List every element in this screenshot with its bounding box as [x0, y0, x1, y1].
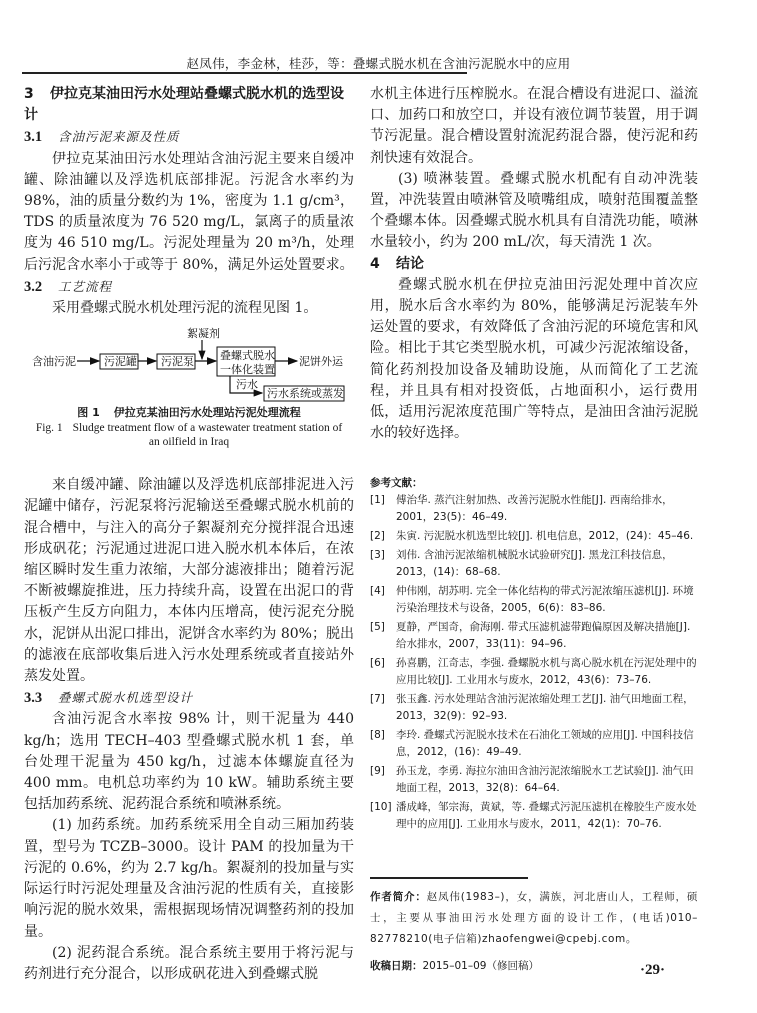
reference-item	[370, 547, 698, 581]
reference-item	[370, 763, 698, 797]
reference-text: 傅治华. 蒸汽注射加热、改善污泥脱水性能[J]. 西南给排水，2001，23(5)：46–49.	[396, 494, 673, 524]
references-list	[370, 492, 698, 833]
node-flocculant-label: 絮凝剂	[187, 327, 220, 341]
reference-item	[370, 492, 698, 526]
paragraph-process-description: 来自缓冲罐、除油罐以及浮选机底部排泥进入污泥罐中储存，污泥泵将污泥输送至叠螺式脱水机前的混合槽中，与注入的高分子絮凝剂充分搅拌混合迅速形成矾花；污泥通过进泥口进入脱水机本体后，在浓缩区瞬时发生重力浓缩，大部分滤液排出；随着污泥不断被螺旋推进，压力持续升高，设置在出泥口的背压板产生反方向阻力，本体内压增高，使污泥充分脱水，泥饼从出泥口排出，泥饼含水率约为 80%；脱出的滤液在底部收集后进入污水处理系统或者直接站外蒸发处置。	[24, 477, 354, 685]
paragraph-mixing-continued: 水机主体进行压榨脱水。在混合槽设有进泥口、溢流口、加药口和放空口，并设有液位调节装置，用于调节污泥量。混合槽设置射流泥药混合器，使污泥和药剂快速有效混合。	[370, 86, 698, 166]
figure-caption-en-text: Sludge treatment flow of a wastewater treatment station of an oilfield in Iraq	[72, 422, 343, 449]
reference-number: [7]	[370, 693, 385, 706]
header-rule-full	[22, 72, 467, 74]
received-date-value: 2015–01–09（修回稿）	[422, 960, 539, 973]
running-head: 赵凤伟，李金林，桂莎，等：叠螺式脱水机在含油污泥脱水中的应用	[186, 56, 571, 71]
reference-item	[370, 727, 698, 761]
reference-number: [9]	[370, 765, 385, 778]
footnote-rule	[370, 877, 528, 879]
reference-text: 孙喜鹏，江奇志，李强. 叠螺脱水机与离心脱水机在污泥处理中的应用比较[J]. 工业用水与废水，2012，43(6)：73–76.	[396, 657, 697, 687]
reference-item	[370, 655, 698, 689]
node-dewater-label-line1: 叠螺式脱水	[220, 349, 275, 363]
node-wastewater-dest-label: 污水系统或蒸发	[267, 387, 344, 401]
section-number: 4	[370, 255, 380, 272]
section-title: 工艺流程	[58, 278, 113, 294]
author-bio	[370, 887, 698, 950]
reference-item	[370, 691, 698, 725]
node-input-label: 含油污泥	[32, 355, 76, 369]
reference-number: [1]	[370, 494, 385, 507]
section-3-2-heading	[24, 276, 354, 298]
section-3-1-heading	[24, 126, 354, 148]
figure-1-flow-diagram	[24, 323, 354, 403]
reference-text: 仲伟刚，胡苏明. 完全一体化结构的带式污泥浓缩压滤机[J]. 环境污染治理技术与设备，2005，6(6)：83–86.	[396, 585, 694, 615]
section-number: 3.3	[24, 690, 43, 707]
reference-text: 潘成峰，邹宗海，黄斌，等. 叠螺式污泥压滤机在橡胶生产废水处理中的应用[J]. 工业用水与废水，2011，42(1)：70–76.	[396, 801, 697, 831]
section-number: 3	[24, 86, 34, 102]
reference-text: 夏静，严国奇，俞海刚. 带式压滤机滤带跑偏原因及解决措施[J]. 给水排水，2007，33(11)：94–96.	[396, 621, 691, 651]
figure-label-cn: 图 1	[77, 406, 100, 420]
node-pump-label: 污泥泵	[161, 355, 194, 369]
reference-item	[370, 528, 698, 545]
section-3-heading	[24, 84, 354, 126]
paragraph-conclusion: 叠螺式脱水机在伊拉克油田污泥处理中首次应用，脱水后含水率约为 80%，能够满足污泥装车外运处置的要求，有效降低了含油污泥的环境危害和风险。相比于其它类型脱水机，可减少污泥浓缩设备，简化药剂投加设备及辅助设施，从而简化了工艺流程，并且具有相对投资低，占地面积小，运行费用低，适用污泥浓度范围广等特点，是油田含油污泥脱水的较好选择。	[370, 276, 698, 442]
paragraph-process-intro: 采用叠螺式脱水机处理污泥的流程见图 1。	[52, 300, 318, 317]
reference-item	[370, 583, 698, 617]
figure-label-en: Fig. 1	[35, 422, 63, 435]
section-4-heading	[370, 254, 698, 275]
section-title: 含油污泥来源及性质	[58, 129, 180, 145]
reference-number: [10]	[370, 801, 392, 814]
reference-text: 朱寅. 污泥脱水机选型比较[J]. 机电信息，2012，(24)：45–46.	[396, 530, 694, 543]
figure-caption-cn	[24, 405, 354, 421]
node-wastewater-label: 污水	[236, 378, 258, 392]
paragraph-selection-design: 含油污泥含水率按 98% 计，则干泥量为 440 kg/h；选用 TECH–403 型叠螺式脱水机 1 套，单台处理干泥量为 450 kg/h，过滤本体螺旋直径为 400 mm。电机总功率约为 10 kW。辅助系统主要包括加药系统、泥药混合系统和喷淋系统。	[24, 711, 354, 813]
reference-number: [4]	[370, 585, 385, 598]
section-3-3-heading	[24, 687, 354, 709]
node-tank-label: 污泥罐	[104, 355, 137, 369]
references-title: 参考文献：	[370, 477, 423, 490]
reference-number: [3]	[370, 549, 385, 562]
reference-number: [5]	[370, 621, 385, 634]
reference-text: 李玲. 叠螺式污泥脱水技术在石油化工领域的应用[J]. 中国科技信息，2012，(16)：49–49.	[396, 729, 694, 759]
figure-caption-cn-text: 伊拉克某油田污水处理站污泥处理流程	[113, 406, 301, 420]
node-cake-out-label: 泥饼外运	[299, 355, 343, 369]
spacer	[24, 449, 354, 475]
section-number: 3.1	[24, 129, 43, 146]
reference-number: [2]	[370, 530, 385, 543]
reference-text: 刘伟. 含油污泥浓缩机械脱水试验研究[J]. 黑龙江科技信息，2013，(14)：68–68.	[396, 549, 673, 579]
paragraph-dosing-system: (1) 加药系统。加药系统采用全自动三厢加药装置，型号为 TCZB–3000。设计 PAM 的投加量为干污泥的 0.6%，约为 2.7 kg/h。絮凝剂的投加量与实际运行时污泥处理量及含油污泥的性质有关，直接影响污泥的脱水效果，需根据现场情况调整药剂的投加量。	[24, 817, 354, 940]
section-title: 结论	[396, 255, 424, 272]
section-title: 叠螺式脱水机选型设计	[58, 690, 194, 706]
section-title: 伊拉克某油田污水处理站叠螺式脱水机的选型设计	[24, 86, 344, 124]
reference-text: 孙玉龙，李勇. 海拉尔油田含油污泥浓缩脱水工艺试验[J]. 油气田地面工程，2013，32(8)：64–64.	[396, 765, 694, 795]
page-number: ·29·	[640, 962, 666, 978]
received-date-label: 收稿日期：	[370, 960, 423, 973]
node-dewater-label-line2: 一体化装置	[220, 363, 275, 377]
author-bio-label: 作者简介：	[370, 891, 427, 904]
flow-diagram-svg	[24, 323, 354, 403]
reference-item	[370, 619, 698, 653]
reference-item	[370, 799, 698, 833]
paragraph-mixing-system: (2) 泥药混合系统。混合系统主要用于将污泥与药剂进行充分混合，以形成矾花进入到叠螺式脱	[24, 944, 354, 982]
reference-text: 张玉鑫. 污水处理站含油污泥浓缩处理工艺[J]. 油气田地面工程，2013，32(9)：92–93.	[396, 693, 694, 723]
figure-caption-en	[24, 421, 354, 449]
left-column	[24, 84, 354, 985]
section-number: 3.2	[24, 278, 43, 295]
reference-number: [8]	[370, 729, 385, 742]
right-column	[370, 84, 698, 976]
paragraph-spray-device: (3) 喷淋装置。叠螺式脱水机配有自动冲洗装置，冲洗装置由喷淋管及喷嘴组成，喷射范围覆盖整个叠螺本体。因叠螺式脱水机具有自清洗功能，喷淋水量较小，约为 200 mL/次，每天清洗 1 次。	[370, 170, 698, 251]
reference-number: [6]	[370, 657, 385, 670]
paragraph-sludge-source: 伊拉克某油田污水处理站含油污泥主要来自缓冲罐、除油罐以及浮选机底部排泥。污泥含水率约为 98%，油的质量分数约为 1%，密度为 1.1 g/cm³，TDS 的质量浓度为 76 520 mg/L，氯离子的质量浓度为 46 510 mg/L。污泥处理量为 20 m³/h，处理后污泥含水率小于或等于 80%，满足外运处置要求。	[24, 150, 354, 273]
author-bio-text: 赵凤伟(1983–)，女，满族，河北唐山人，工程师，硕士，主要从事油田污水处理方面的设计工作，(电话)010–82778210(电子信箱)zhaofengwei@cpebj.com。	[370, 891, 698, 946]
